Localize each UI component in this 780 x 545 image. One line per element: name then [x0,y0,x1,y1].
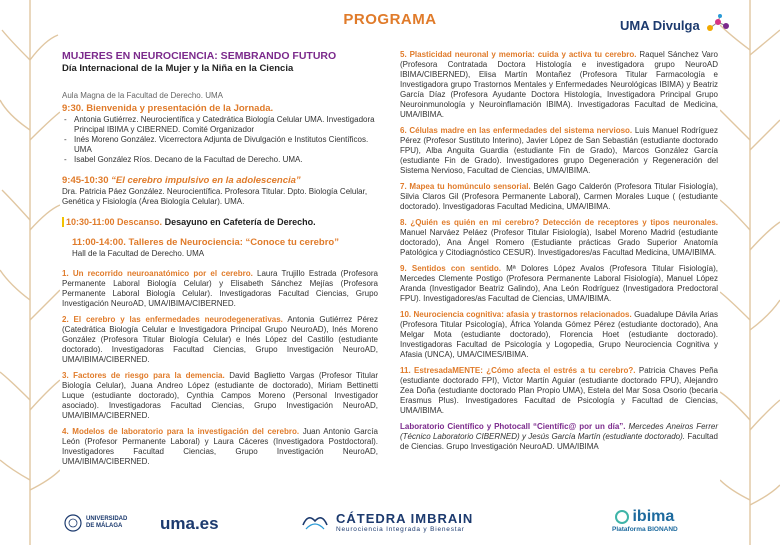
workshop-title: 2. El cerebro y las enfermedades neurodegenerativas. [62,315,283,324]
brand-text: UMA Divulga [620,17,700,33]
workshop-title: 9. Sentidos con sentido. [400,264,501,273]
um-line2: DE MÁLAGA [86,523,123,529]
workshop-title: 8. ¿Quién es quién en mi cerebro? Detección de receptores y tipos neuronales. [400,218,718,227]
workshop-item [62,427,378,467]
workshop-text: Guadalupe Dávila Arias (Profesora Titular Psicología), África Yolanda Gómez Pérez (estudiante doctorado), Ana Melgar Mota (estudiante doctorado), Florencia Hoet (estudiante doctorado). Investigadoras Facultad de Psicología y Logopedia, Grupo Neurociencia Cognitiva y Afasia (UNCA), UMA/CIMES/IBIMA. [400,310,718,359]
workshop-item [62,269,378,309]
workshop-title: 10. Neurociencia cognitiva: afasia y trastornos relacionados. [400,310,632,319]
catedra-title: CÁTEDRA IMBRAIN [336,511,474,526]
workshop-item [400,126,718,176]
opening-title: 9:30. Bienvenida y presentación de la Jornada. [62,103,274,114]
speaker-item: - Antonia Gutiérrez. Neurocientífica y Catedrática Biología Celular UMA. Investigadora Principal IBIMA y CIBERNED. Comité Organizador [62,115,378,135]
keynote-speaker: Dra. Patricia Páez González. Neurocientífica. Profesora Titular. Dpto. Biología Celular, Genética y Fisiología (Área Biología Celular). UMA. [62,187,368,206]
workshop-text: Manuel Narváez Peláez (Profesor Titular Fisiología), Isabel Moreno Madrid (estudiante doctorado), Ana Ángel Romero (Estudiante prácticas Grado Superior Anatomía Patológica y Citodiagnóstico CESUR). Investigadores/as Facultad Medicina, UMA/IBIMA. [400,228,718,257]
lab-people: Mercedes Aneiros Ferrer (Técnico Laboratorio CIBERNED) y Jesús García Martín (estudiante doctorado). [400,422,718,441]
catedra-imbrain-logo [300,511,473,533]
tree-decoration-right [720,0,780,545]
keynote-time: 9:45-10:30 [62,175,109,186]
workshop-text: David Baglietto Vargas (Profesor Titular Biología Celular), Juana Andreo López (estudiante de doctorado), Miriam Bettinetti Luque (estudiante doctorado), Cynthia Campos Moreno (Personal Investigador asociado). Investigadoras Facultad Ciencias, Grupo Investigación NeuroAD, UMA/IBIMA/CIBERNED. [62,371,378,420]
program-right-column [400,50,718,452]
workshop-title: 6. Células madre en las enfermedades del sistema nervioso. [400,126,633,135]
workshop-item [400,264,718,304]
break-line [62,217,378,227]
break-text: Desayuno en Cafetería de Derecho. [164,217,316,227]
break-time: 10:30-11:00 Descanso. [66,217,163,227]
brain-icon [300,511,330,533]
molecule-icon [704,14,732,36]
workshop-item [400,218,718,258]
uma-es-logo: uma.es [160,514,219,533]
lab-item [400,422,718,452]
workshops-venue: Hall de la Facultad de Derecho. UMA [72,249,205,258]
ibima-name: ibima [632,508,675,525]
lab-affiliation: Facultad de Ciencias. Grupo Investigación NeuroAD. UMA/IBIMA [400,432,718,451]
um-line1: UNIVERSIDAD [86,516,128,522]
workshop-item [400,310,718,360]
workshop-title: 11. EstresadaMENTE: ¿Cómo afecta el estrés a tu cerebro?. [400,366,636,375]
speaker-item: - Inés Moreno González. Vicerrectora Adjunta de Divulgación e Institutos Científicos. UMA [62,135,378,155]
keynote-title [62,175,378,187]
workshop-title: 3. Factores de riesgo para la demencia. [62,371,225,380]
opening-venue: Aula Magna de la Facultad de Derecho. UMA [62,91,223,100]
workshop-text: Raquel Sánchez Varo (Profesora Contratada Doctora Histología e investigadora grupo NeuroAD IBIMA/CIBERNED), Elisa Martín Montañez (Profesora Titular Farmacología e Investigadora grupo Trastornos Mentales y Enfermedades Neurológicas IBIMA) y Beatriz García Díaz (Profesora Ayudante Doctora Histología, Investigadora Principal Grupo Neuroinmunología y Neuroinflamación IBIMA). Investigadoras Facultad de Medicina, UMA/IBIMA. [400,50,718,119]
ibima-subtitle: Plataforma BIONAND [612,526,678,533]
opening-speakers [62,115,378,165]
ibima-logo [612,508,678,533]
workshop-title: 4. Modelos de laboratorio para la investigación del cerebro. [62,427,300,436]
footer-logos [0,508,780,545]
keynote-name: “El cerebro impulsivo en la adolescencia” [111,175,301,186]
program-left-column [62,50,378,467]
universidad-malaga-logo [64,514,127,532]
catedra-subtitle: Neurociencia Integrada y Bienestar [336,526,465,533]
lab-title: Laboratorio Científico y Photocall “Científic@ por un día”. [400,422,626,431]
workshop-text: Juan Antonio García León (Profesor Permanente Laboral) y Laura Cáceres (Investigadora Postdoctoral). Investigadores Facultad Ciencias, Grupo Investigación NeuroAD, UMA/IBIMA/CIBERNED. [62,427,378,466]
tree-decoration-left [0,0,60,545]
workshop-text: Mª Dolores López Avalos (Profesora Titular Fisiología), Mercedes Clemente Postigo (Profesora Permanente Laboral Fisiología), Manuel López Aranda (Investigador Beatriz Galindo), Ana León Rodríguez (Investigadora Predoctoral FPU). Investigadores/as Facultad de Ciencias, UMA/IBIMA. [400,264,718,303]
workshop-title: 1. Un recorrido neuroanatómico por el cerebro. [62,269,253,278]
event-subtitle: Día Internacional de la Mujer y la Niña en la Ciencia [62,63,294,74]
workshop-text: Belén Gago Calderón (Profesora Titular Fisiología), Silvia Claros Gil (Profesora Permanente Laboral), Carmen Morales Luque ( (estudiante doctorado). Investigadoras Facultad Medicina, UMA/IBIMA. [400,182,718,211]
uma-divulga-logo [620,14,732,36]
speaker-item: - Isabel González Ríos. Decano de la Facultad de Derecho. UMA. [62,155,378,165]
workshop-item [400,182,718,212]
workshop-text: Patricia Chaves Peña (estudiante doctorado FPI), Victor Martín Aguiar (estudiante doctorado FPU), Alejandro Zea Doña (estudiante doctorado Plan Propio UMA), Estela del Mar Sosa Osorio (becaria Erasmus Plus). Investigadores Facultad de Psicología y Facultad de Ciencias, UMA/IBIMA. [400,366,719,415]
workshop-title: 5. Plasticidad neuronal y memoria: cuida y activa tu cerebro. [400,50,637,59]
workshop-text: Antonia Gutiérrez Pérez (Catedrática Biología Celular e Investigadora Principal Grupo NeuroAD), Inés Moreno González (Profesora Titular Biología Celular) e Inés López del Castillo (estudiante doctorado). Investigadoras Facultad Ciencias, Grupo Investigación NeuroAD, UMA/IBIMA/CIBERNED. [62,315,379,364]
page-title: PROGRAMA [343,11,437,28]
university-seal-icon [64,514,82,532]
workshop-text: Laura Trujillo Estrada (Profesora Permanente Laboral Biología Celular) y Elisabeth Sánchez Mejías (Profesora Permanente Laboral Biología Celular). Investigadoras Facultad Ciencias, Grupo Investigación NeuroAD, UMA/IBIMA/CIBERNED. [62,269,378,308]
workshop-item [400,50,718,120]
workshop-text: Luis Manuel Rodríguez Pérez (Profesor Sustituto Interino), Javier López de San Sebastián (estudiante doctorado FPU), Alba Anguita Guardia (estudiante Fin de Grado), Marcos González García (estudiante Fin de Grado). Investigadores grupo Degeneración y Regeneración del Sistema Nervioso, Facultad de Ciencias, UMA/IBIMA. [400,126,718,175]
workshop-title: 7. Mapea tu homúnculo sensorial. [400,182,531,191]
workshops-title: 11:00-14:00. Talleres de Neurociencia: “Conoce tu cerebro” [72,237,339,248]
workshop-item [62,371,378,421]
event-title: MUJERES EN NEUROCIENCIA: SEMBRANDO FUTURO [62,50,337,62]
workshop-item [400,366,718,416]
workshop-item [62,315,378,365]
ibima-mark-icon [615,510,629,524]
